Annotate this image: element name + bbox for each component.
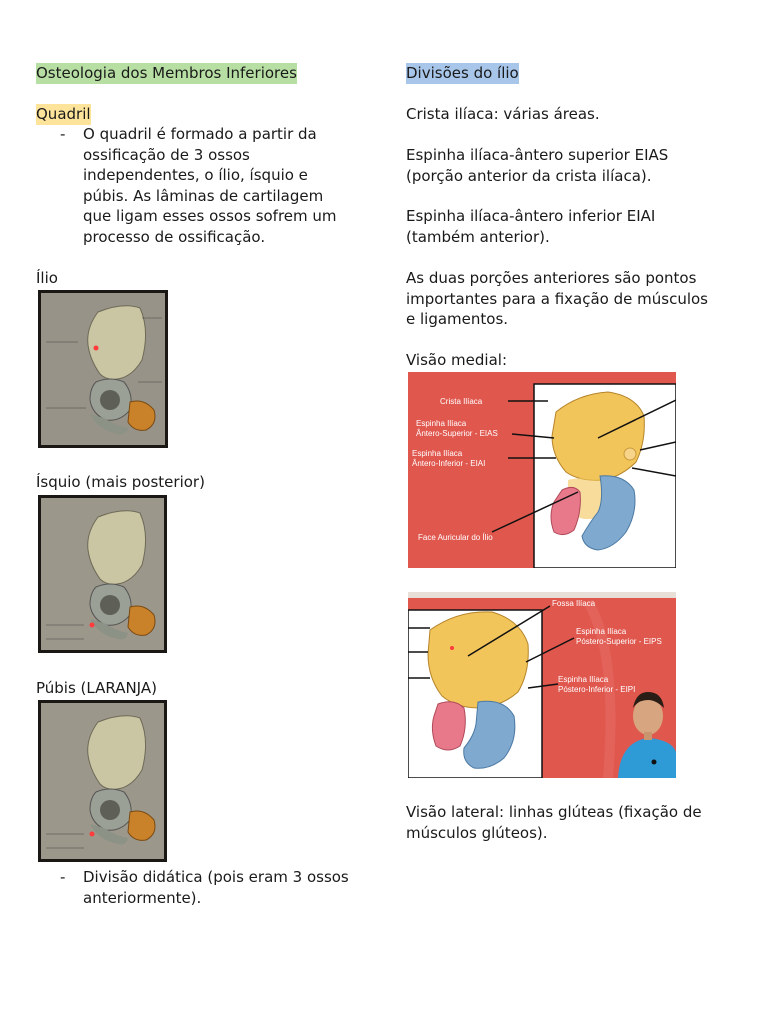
document-title: Osteologia dos Membros Inferiores [36, 64, 297, 82]
slide1-label: Face Auricular do Ílio [418, 533, 493, 542]
slide1-label: Espinha Ilíaca [412, 449, 463, 458]
label-ilio: Ílio [36, 269, 58, 287]
slide2-label: Espinha Ilíaca [576, 627, 627, 636]
slide2-label: Espinha Ilíaca [558, 675, 609, 684]
bullet-line: independentes, o ílio, ísquio e [83, 166, 308, 184]
slide-lateral-view [408, 592, 676, 778]
slide1-label: Crista Ilíaca [440, 397, 483, 406]
bullet-line: púbis. As lâminas de cartilagem [83, 186, 324, 205]
slide1-label: Ântero-Superior - EIAS [416, 429, 498, 438]
slide1-label: Ântero-Inferior - EIAI [412, 459, 486, 468]
label-pubis: Púbis (LARANJA) [36, 679, 157, 697]
bullet-line: processo de ossificação. [83, 227, 266, 246]
hip-bone-photo-isquio [38, 495, 167, 653]
hip-bone-photo-pubis [38, 700, 167, 862]
text-crista: Crista ilíaca: várias áreas. [406, 105, 600, 123]
text-duas-line: e ligamentos. [406, 310, 509, 328]
slide2-label: Póstero-Superior - EIPS [576, 637, 662, 646]
text-eiai-line: Espinha ilíaca-ântero inferior EIAI [406, 207, 656, 225]
text-visao-lateral-line: músculos glúteos). [406, 823, 548, 842]
bullet-line: ossificação de 3 ossos [83, 145, 250, 164]
slide2-label: Póstero-Inferior - EIPI [558, 685, 636, 694]
bullet-line: anteriormente). [83, 888, 202, 907]
slide2-label: Fossa Ilíaca [552, 599, 596, 608]
section-heading-quadril: Quadril [36, 105, 91, 123]
text-eiai-line: (também anterior). [406, 227, 550, 246]
text-eias-line: (porção anterior da crista ilíaca). [406, 166, 652, 185]
bullet-line: que ligam esses ossos sofrem um [83, 207, 337, 225]
slide-medial-view [408, 372, 676, 568]
hip-bone-photo-ilio [38, 290, 168, 448]
text-duas-line: importantes para a fixação de músculos [406, 289, 708, 308]
text-eias-line: Espinha ilíaca-ântero superior EIAS [406, 146, 669, 164]
bullet-line: Divisão didática (pois eram 3 ossos [83, 868, 349, 886]
bullet-dash: - [60, 125, 66, 143]
slide1-label: Espinha Ilíaca [416, 419, 467, 428]
text-visao-medial: Visão medial: [406, 351, 507, 369]
label-isquio: Ísquio (mais posterior) [36, 473, 205, 491]
text-duas-line: As duas porções anteriores são pontos [406, 269, 697, 287]
section-heading-divisoes: Divisões do ílio [406, 64, 519, 82]
bullet-dash: - [60, 868, 66, 886]
text-visao-lateral-line: Visão lateral: linhas glúteas (fixação de [406, 803, 702, 821]
bullet-line: O quadril é formado a partir da [83, 125, 317, 143]
